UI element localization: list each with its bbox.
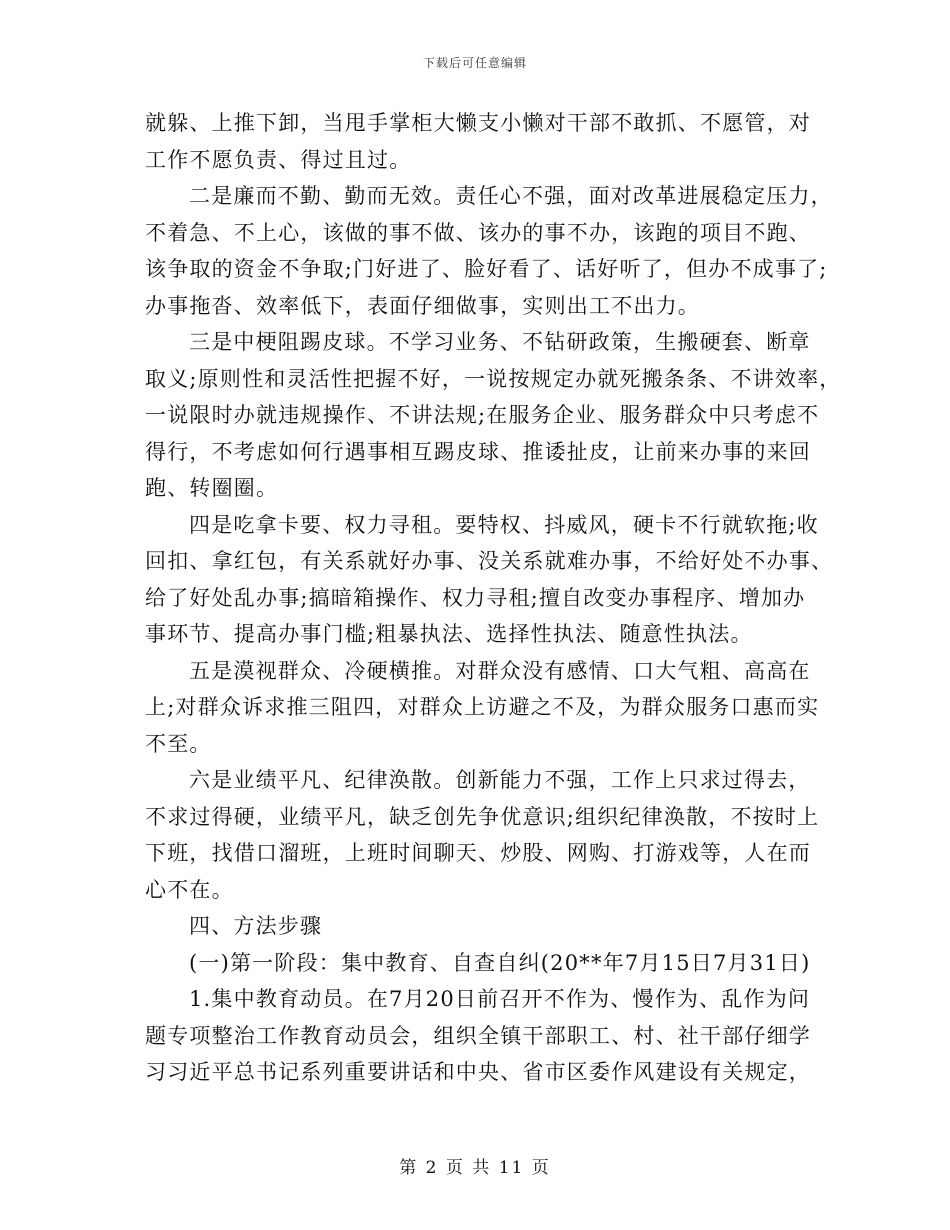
text-line: 1.集中教育动员。在7月20日前召开不作为、慢作为、乱作为问 bbox=[189, 987, 811, 1011]
text-line: 二是廉而不勤、勤而无效。责任心不强，面对改革进展稳定压力， bbox=[189, 184, 833, 208]
text-line: 一说限时办就违规操作、不讲法规;在服务企业、服务群众中只考虑不 bbox=[145, 403, 820, 427]
text-line: 得行，不考虑如何行遇事相互踢皮球、推诿扯皮，让前来办事的来回 bbox=[145, 439, 811, 464]
text-line: 办事拖沓、效率低下，表面仔细做事，实则出工不出力。 bbox=[145, 293, 700, 318]
page-header: 下载后可任意编辑 bbox=[422, 56, 527, 70]
text-line: 就躲、上推下卸，当甩手掌柜大懒支小懒对干部不敢抓、不愿管，对 bbox=[145, 111, 811, 135]
text-line: 下班，找借口溜班，上班时间聊天、炒股、网购、打游戏等，人在而 bbox=[145, 841, 811, 865]
text-line: 不至。 bbox=[145, 731, 212, 756]
text-line: 跑、转圈圈。 bbox=[145, 476, 279, 500]
text-line: 三是中梗阻踢皮球。不学习业务、不钻研政策，生搬硬套、断章 bbox=[189, 330, 811, 354]
text-line: 六是业绩平凡、纪律涣散。创新能力不强，工作上只求过得去， bbox=[189, 768, 811, 792]
text-line: 习习近平总书记系列重要讲话和中央、省市区委作风建设有关规定， bbox=[145, 1060, 811, 1084]
text-line: 不求过得硬，业绩平凡，缺乏创先争优意识;组织纪律涣散，不按时上 bbox=[145, 804, 820, 829]
text-line: 给了好处乱办事;搞暗箱操作、权力寻租;擅自改变办事程序、增加办 bbox=[145, 585, 806, 610]
text-line: 不着急、不上心，该做的事不做、该办的事不办，该跑的项目不跑、 bbox=[145, 220, 811, 245]
text-line: 五是漠视群众、冷硬横推。对群众没有感情、口大气粗、高高在 bbox=[189, 658, 811, 683]
page-number-footer: 第 2 页 共 11 页 bbox=[399, 1158, 551, 1178]
text-line: 四是吃拿卡要、权力寻租。要特权、抖威风，硬卡不行就软拖;收 bbox=[189, 512, 819, 537]
text-line: 取义;原则性和灵活性把握不好，一说按规定办就死搬条条、不讲效率， bbox=[145, 366, 842, 391]
document-body bbox=[145, 105, 842, 1091]
text-line: 事环节、提高办事门槛;粗暴执法、选择性执法、随意性执法。 bbox=[145, 622, 753, 646]
text-line: 上;对群众诉求推三阻四，对群众上访避之不及，为群众服务口惠而实 bbox=[145, 695, 820, 719]
text-line: 题专项整治工作教育动员会，组织全镇干部职工、村、社干部仔细学 bbox=[145, 1023, 811, 1048]
section-heading: 四、方法步骤 bbox=[189, 914, 323, 938]
text-line: 心不在。 bbox=[145, 877, 234, 902]
text-line: 工作不愿负责、得过且过。 bbox=[145, 147, 412, 172]
subsection-heading: (一)第一阶段：集中教育、自查自纠(20**年7月15日7月31日) bbox=[189, 950, 811, 975]
text-line: 该争取的资金不争取;门好进了、脸好看了、话好听了，但办不成事了; bbox=[145, 257, 828, 281]
text-line: 回扣、拿红包，有关系就好办事、没关系就难办事，不给好处不办事、 bbox=[145, 549, 834, 573]
